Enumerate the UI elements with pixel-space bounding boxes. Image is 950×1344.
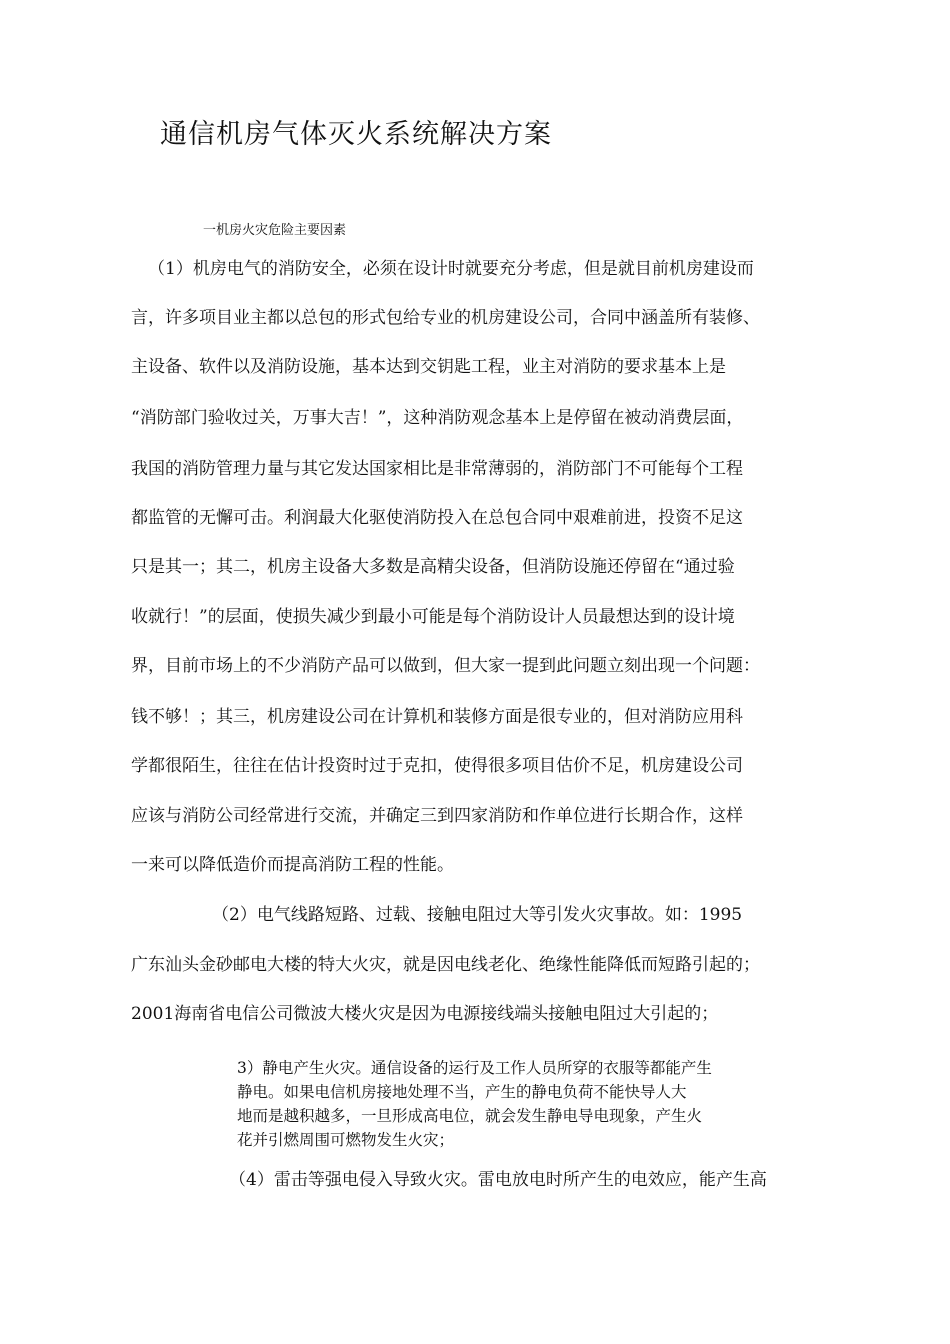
paragraph-line: 2001海南省电信公司微波大楼火灾是因为电源接线端头接触电阻过大引起的； xyxy=(131,1004,719,1024)
paragraph-line: 都监管的无懈可击。利润最大化驱使消防投入在总包合同中艰难前进，投资不足这 xyxy=(131,508,743,528)
paragraph-line: 广东汕头金砂邮电大楼的特大火灾，就是因电线老化、绝缘性能降低而短路引起的； xyxy=(131,955,760,975)
paragraph-line: 地而是越积越多，一旦形成高电位，就会发生静电导电现象，产生火 xyxy=(237,1107,703,1125)
paragraph-line: 收就行！”的层面，使损失减少到最小可能是每个消防设计人员最想达到的设计境 xyxy=(131,607,735,627)
paragraph-line: 界，目前市场上的不少消防产品可以做到，但大家一提到此问题立刻出现一个问题： xyxy=(131,656,760,676)
paragraph-line: 我国的消防管理力量与其它发达国家相比是非常薄弱的，消防部门不可能每个工程 xyxy=(131,459,743,479)
paragraph-line: 只是其一；其二，机房主设备大多数是高精尖设备，但消防设施还停留在“通过验 xyxy=(131,557,735,577)
paragraph-line: 应该与消防公司经常进行交流，并确定三到四家消防和作单位进行长期合作，这样 xyxy=(131,806,743,826)
paragraph-line: 静电。如果电信机房接地处理不当，产生的静电负荷不能快导人大 xyxy=(237,1083,687,1101)
paragraph-line: 主设备、软件以及消防设施，基本达到交钥匙工程，业主对消防的要求基本上是 xyxy=(131,357,726,377)
section-subheading: 一机房火灾危险主要因素 xyxy=(203,223,347,238)
paragraph-line: （1）机房电气的消防安全，必须在设计时就要充分考虑，但是就目前机房建设而 xyxy=(148,259,754,279)
paragraph-line: （4）雷击等强电侵入导致火灾。雷电放电时所产生的电效应，能产生高 xyxy=(229,1170,767,1190)
paragraph-line: 学都很陌生，往往在估计投资时过于克扣，使得很多项目估价不足，机房建设公司 xyxy=(131,756,743,776)
paragraph-line: 钱不够！；其三，机房建设公司在计算机和装修方面是很专业的，但对消防应用科 xyxy=(131,707,743,727)
page-title: 通信机房气体灭火系统解决方案 xyxy=(160,119,552,150)
paragraph-line: 一来可以降低造价而提高消防工程的性能。 xyxy=(131,855,454,875)
paragraph-line: 3）静电产生火灾。通信设备的运行及工作人员所穿的衣服等都能产生 xyxy=(237,1059,712,1077)
paragraph-line: 言，许多项目业主都以总包的形式包给专业的机房建设公司，合同中涵盖所有装修、 xyxy=(131,308,760,328)
paragraph-line: 花并引燃周围可燃物发生火灾； xyxy=(237,1131,455,1149)
paragraph-line: （2）电气线路短路、过载、接触电阻过大等引发火灾事故。如：1995 xyxy=(212,905,743,925)
paragraph-line: “消防部门验收过关，万事大吉！”，这种消防观念基本上是停留在被动消费层面， xyxy=(131,408,744,428)
